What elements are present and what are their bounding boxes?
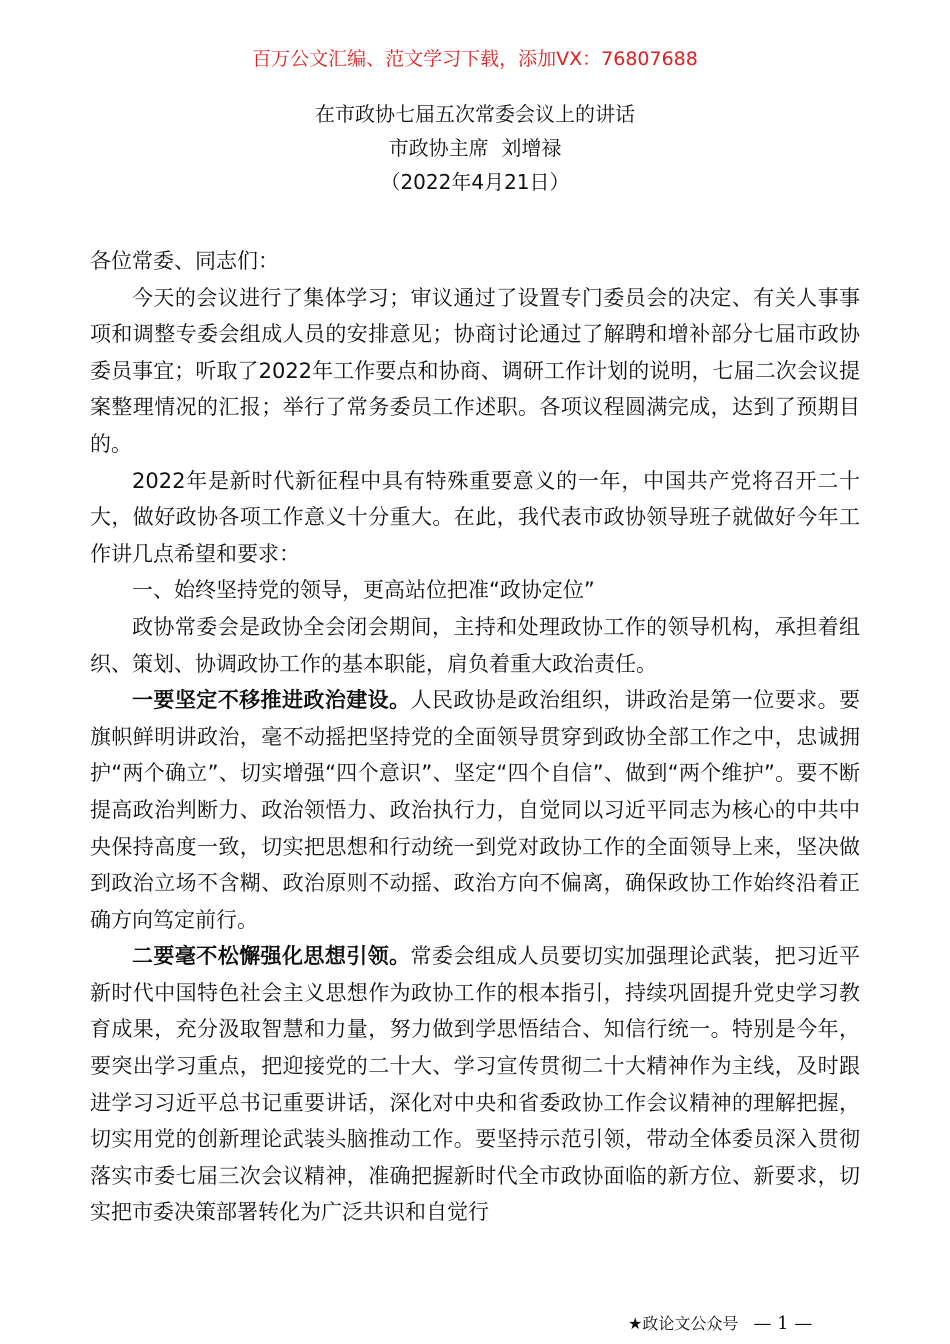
watermark-banner: 百万公文汇编、范文学习下载，添加VX：76807688 (252, 48, 698, 70)
date-line: （2022年4月21日） (380, 170, 570, 194)
paragraph-opening: 今天的会议进行了集体学习；审议通过了设置专门委员会的决定、有关人事事项和调整专委会组成人员的安排意见；协商讨论通过了解聘和增补部分七届市政协委员事宜；听取了2022年工作要点和协商、调研工作计划的说明，七届二次会议提案整理情况的汇报；举行了常务委员工作述职。各项议程圆满完成，达到了预期目的。 (90, 285, 860, 456)
paragraph-ideological-guidance (90, 938, 860, 1231)
page-number: — 1 — (753, 1313, 813, 1334)
paragraph-standing-committee: 政协常委会是政协全会闭会期间，主持和处理政协工作的领导机构，承担着组织、策划、协调政协工作的基本职能，肩负着重大政治责任。 (90, 614, 860, 676)
paragraph-political-building (90, 682, 860, 938)
body-ideological-guidance: 常委会组成人员要切实加强理论武装，把习近平新时代中国特色社会主义思想作为政协工作的根本指引，持续巩固提升党史学习教育成果，充分汲取智慧和力量，努力做到学思悟结合、知信行统一。特别是今年，要突出学习重点，把迎接党的二十大、学习宣传贯彻二十大精神作为主线，及时跟进学习习近平总书记重要讲话，深化对中央和省委政协工作会议精神的理解把握，切实用党的创新理论武装头脑推动工作。要坚持示范引领，带动全体委员深入贯彻落实市委七届三次会议精神，准确把握新时代全市政协面临的新方位、新要求，切实把市委决策部署转化为广泛共识和自觉行 (90, 944, 860, 1225)
speaker-line: 市政协主席 刘增禄 (388, 136, 562, 160)
lead-political-building: 一要坚定不移推进政治建设。 (132, 688, 411, 713)
page-footer (628, 1312, 812, 1336)
salutation: 各位常委、同志们： (90, 249, 279, 273)
section-heading-1: 一、始终坚持党的领导，更高站位把准“政协定位” (132, 578, 595, 603)
title-block (0, 97, 950, 199)
paragraph-context: 2022年是新时代新征程中具有特殊重要意义的一年，中国共产党将召开二十大，做好政协各项工作意义十分重大。在此，我代表市政协领导班子就做好今年工作讲几点希望和要求： (90, 468, 860, 566)
document-body (90, 243, 860, 1231)
lead-ideological-guidance: 二要毫不松懈强化思想引领。 (132, 944, 411, 969)
body-political-building: 人民政协是政治组织，讲政治是第一位要求。要旗帜鲜明讲政治，毫不动摇把坚持党的全面领导贯穿到政协全部工作之中，忠诚拥护“两个确立”、切实增强“四个意识”、坚定“四个自信”、做到“两个维护”。要不断提高政治判断力、政治领悟力、政治执行力，自觉同以习近平同志为核心的中共中央保持高度一致，切实把思想和行动统一到党对政协工作的全面领导上来，坚决做到政治立场不含糊、政治原则不动摇、政治方向不偏离，确保政协工作始终沿着正确方向笃定前行。 (90, 688, 860, 932)
page-title: 在市政协七届五次常委会议上的讲话 (315, 102, 635, 126)
footer-source: ★政论文公众号 (628, 1314, 739, 1333)
